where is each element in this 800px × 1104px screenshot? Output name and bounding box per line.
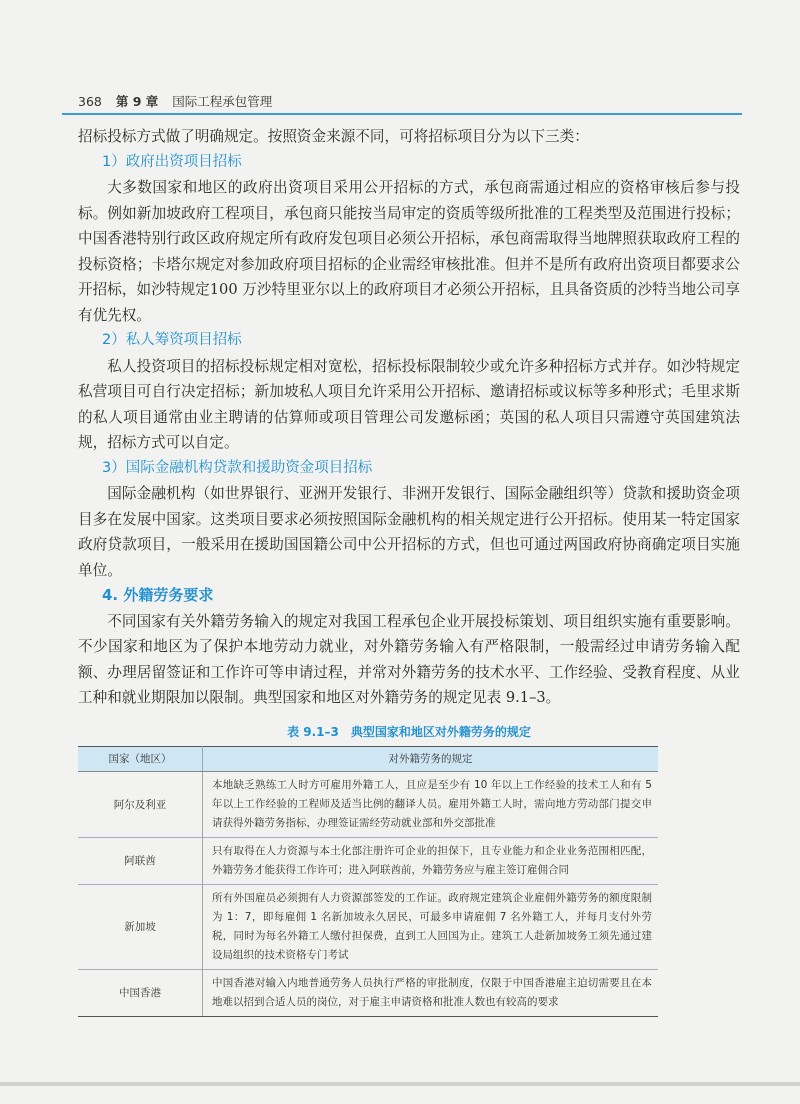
header-country: 国家（地区） bbox=[78, 746, 203, 771]
chapter-title: 国际工程承包管理 bbox=[172, 94, 273, 109]
rule-cell: 本地缺乏熟练工人时方可雇用外籍工人，且应是至少有 10 年以上工作经验的技术工人和有 5 年以上工作经验的工程师及适当比例的翻译人员。雇用外籍工人时，需向地方劳动部门提交申请获得外籍劳务指标，办理签证需经劳动就业部和外交部批准 bbox=[203, 771, 659, 837]
section-2-paragraph: 私人投资项目的招标投标规定相对宽松，招标投标限制较少或允许多种招标方式并存。如沙特规定私营项目可自行决定招标；新加坡私人项目允许采用公开招标、邀请招标或议标等多种形式；毛里求斯的私人项目通常由业主聘请的估算师或项目管理公司发邀标函；英国的私人项目只需遵守英国建筑法规，招标方式可以自定。 bbox=[78, 357, 740, 451]
table-header-row bbox=[78, 746, 658, 771]
table-row bbox=[78, 771, 658, 837]
section-3-paragraph: 国际金融机构（如世界银行、亚洲开发银行、非洲开发银行、国际金融组织等）贷款和援助资金项目多在发展中国家。这类项目要求必须按照国际金融机构的相关规定进行公开招标。使用某一特定国家政府贷款项目，一般采用在援助国国籍公司中公开招标的方式，但也可通过两国政府协商确定项目实施单位。 bbox=[78, 485, 740, 579]
country-cell: 阿联酋 bbox=[78, 837, 203, 884]
rule-cell: 只有取得在人力资源与本土化部注册许可企业的担保下，且专业能力和企业业务范围相匹配，外籍劳务才能获得工作许可；进入阿联酋前，外籍劳务应与雇主签订雇佣合同 bbox=[203, 837, 659, 884]
table-row bbox=[78, 884, 658, 969]
table-caption: 表 9.1–3 典型国家和地区对外籍劳务的规定 bbox=[287, 724, 531, 739]
running-header bbox=[78, 92, 740, 110]
section-1-heading: 1）政府出资项目招标 bbox=[102, 153, 242, 170]
table-row bbox=[78, 969, 658, 1016]
section-1-paragraph: 大多数国家和地区的政府出资项目采用公开招标的方式，承包商需通过相应的资格审核后参与投标。例如新加坡政府工程项目，承包商只能按当局审定的资质等级所批准的工程类型及范围进行投标；中国香港特别行政区政府规定所有政府发包项目必须公开招标，承包商需取得当地牌照获取政府工程的投标资格；卡塔尔规定对参加政府项目招标的企业需经审核批准。但并不是所有政府出资项目都要求公开招标，如沙特规定100 万沙特里亚尔以上的政府项目才必须公开招标，且具备资质的沙特当地公司享有优先权。 bbox=[78, 179, 740, 324]
table-row bbox=[78, 837, 658, 884]
section-4-heading: 4. 外籍劳务要求 bbox=[102, 586, 214, 604]
section-2-heading: 2）私人筹资项目招标 bbox=[102, 332, 242, 348]
country-cell: 新加坡 bbox=[78, 884, 203, 969]
country-cell: 中国香港 bbox=[78, 969, 203, 1016]
section-3-heading: 3）国际金融机构贷款和援助资金项目招标 bbox=[102, 459, 373, 476]
header-rule bbox=[62, 113, 742, 115]
labor-rules-table bbox=[78, 746, 658, 1017]
page-number: 368 bbox=[78, 94, 102, 109]
country-cell: 阿尔及利亚 bbox=[78, 771, 203, 837]
page-bottom-edge bbox=[0, 1082, 800, 1086]
intro-paragraph: 招标投标方式做了明确规定。按照资金来源不同，可将招标项目分为以下三类： bbox=[78, 128, 589, 145]
rule-cell: 所有外国雇员必须拥有人力资源部签发的工作证。政府规定建筑企业雇佣外籍劳务的额度限制为 1：7，即每雇佣 1 名新加坡永久居民，可最多申请雇佣 7 名外籍工人，并每月支付外劳税，同时为每名外籍工人缴付担保费，直到工人回国为止。建筑工人赴新加坡务工须先通过建设局组织的技术资格专门考试 bbox=[203, 884, 659, 969]
section-4-paragraph: 不同国家有关外籍劳务输入的规定对我国工程承包企业开展投标策划、项目组织实施有重要影响。不少国家和地区为了保护本地劳动力就业，对外籍劳务输入有严格限制，一般需经过申请劳务输入配额、办理居留签证和工作许可等申请过程，并常对外籍劳务的技术水平、工作经验、受教育程度、从业工种和就业期限加以限制。典型国家和地区对外籍劳务的规定见表 9.1–3。 bbox=[78, 612, 740, 706]
page-body bbox=[78, 124, 740, 1017]
chapter-number: 第 9 章 bbox=[115, 94, 159, 109]
rule-cell: 中国香港对输入内地普通劳务人员执行严格的审批制度，仅限于中国香港雇主迫切需要且在本地难以招到合适人员的岗位，对于雇主申请资格和批准人数也有较高的要求 bbox=[203, 969, 659, 1016]
header-rule-text: 对外籍劳务的规定 bbox=[203, 746, 659, 771]
